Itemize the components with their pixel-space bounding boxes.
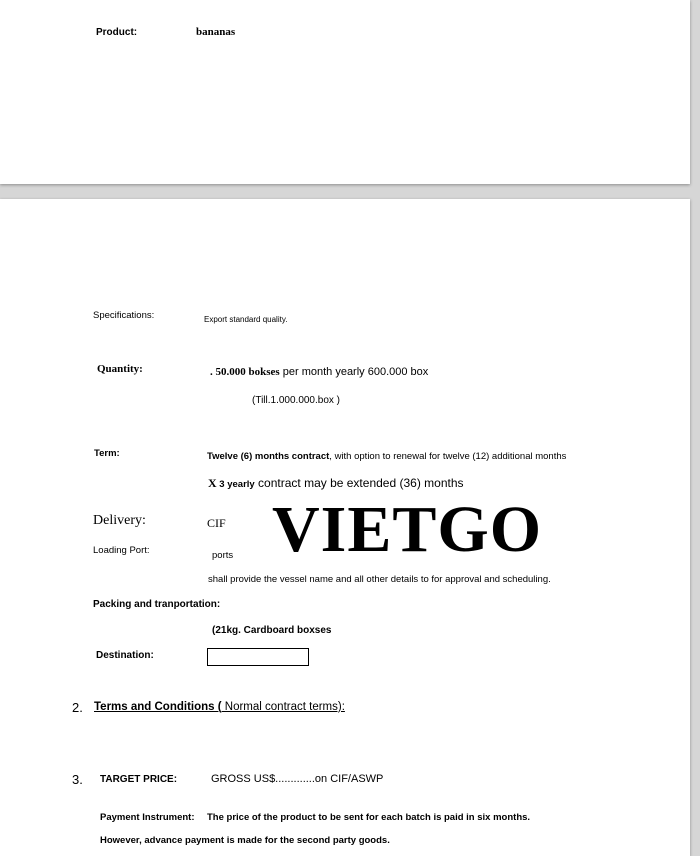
section-2-number: 2. <box>72 700 83 715</box>
term-label: Term: <box>94 448 120 459</box>
section-2-title <box>94 702 345 714</box>
product-label: Product: <box>96 27 138 38</box>
advance-payment-text: However, advance payment is made for the second party goods. <box>100 835 390 846</box>
vietgo-watermark: VIETGO <box>272 493 543 566</box>
payment-instrument-label: Payment Instrument: <box>100 812 195 823</box>
section-2-title-rest: Normal contract terms): <box>221 701 345 713</box>
term-value <box>207 452 566 462</box>
payment-instrument-text: The price of the product to be sent for each batch is paid in six months. <box>207 812 531 823</box>
term-renewal: , with option to renewal for twelve (12) additional months <box>329 451 567 462</box>
packing-label: Packing and tranportation: <box>93 599 221 610</box>
loading-port-value: ports <box>212 550 234 561</box>
term-yearly: 3 yearly <box>216 479 255 490</box>
term-extension-rest: contract may be extended (36) months <box>254 476 464 490</box>
loading-port-label: Loading Port: <box>93 545 150 556</box>
delivery-value: CIF <box>207 516 226 530</box>
quantity-rest: per month yearly 600.000 box <box>279 366 429 378</box>
packing-value: (21kg. Cardboard boxses <box>212 625 332 636</box>
term-duration: Twelve (6) months contract <box>207 451 330 462</box>
section-2-title-bold: Terms and Conditions ( <box>94 701 222 713</box>
quantity-label: Quantity: <box>97 363 143 375</box>
target-price-label: TARGET PRICE: <box>100 774 178 785</box>
product-value: bananas <box>196 26 236 38</box>
quantity-till: (Till.1.000.000.box ) <box>252 395 341 406</box>
term-x-mark: X <box>208 476 217 490</box>
delivery-label: Delivery: <box>93 513 146 528</box>
vessel-note: shall provide the vessel name and all other details to for approval and scheduling. <box>208 574 551 585</box>
specifications-value: Export standard quality. <box>204 315 288 324</box>
quantity-value <box>210 367 428 378</box>
section-3-number: 3. <box>72 772 83 787</box>
document-page-1 <box>0 0 690 184</box>
destination-field[interactable] <box>207 648 309 666</box>
target-price-value: GROSS US$.............on CIF/ASWP <box>211 773 384 785</box>
destination-label: Destination: <box>96 650 154 661</box>
quantity-amount: . 50.000 bokses <box>210 366 280 378</box>
specifications-label: Specifications: <box>93 310 155 321</box>
term-extension <box>208 477 464 490</box>
